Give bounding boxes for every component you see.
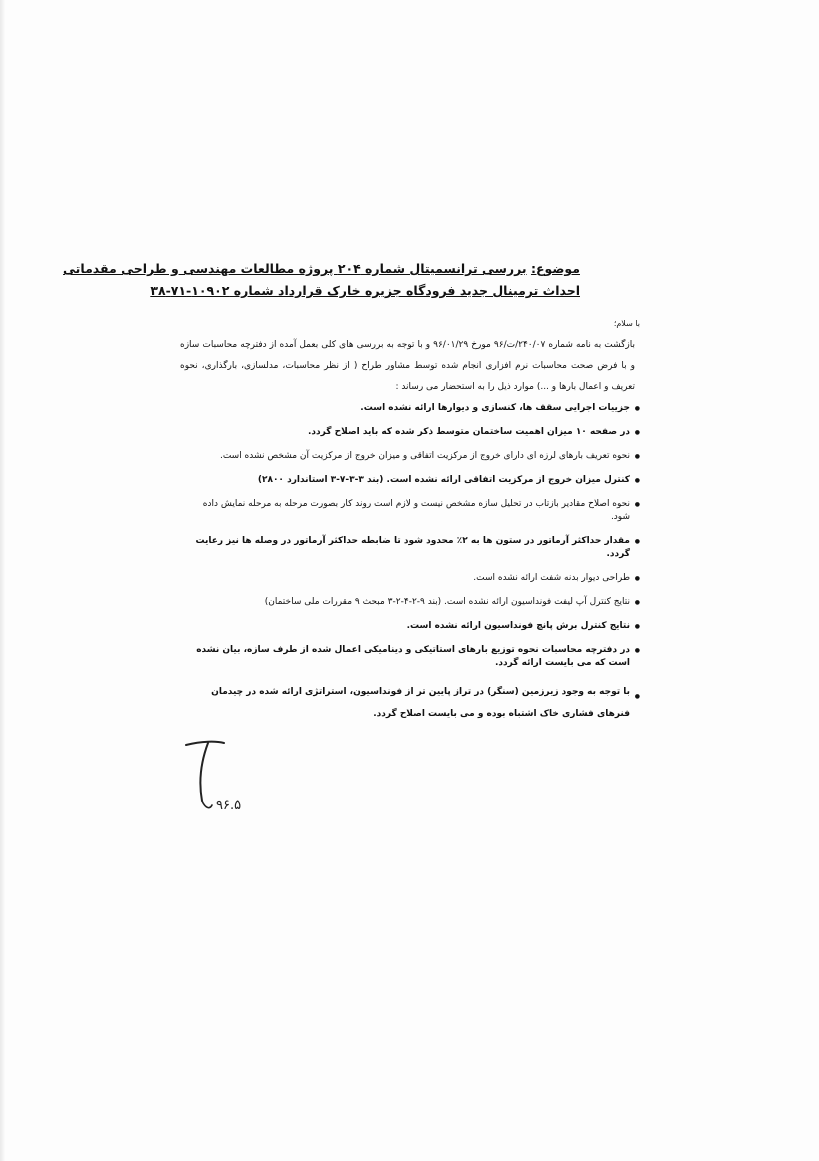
signature-note: ۹۶.۵ — [216, 798, 242, 813]
list-item: ● در دفترچه محاسبات نحوه توزیع بارهای استاتیکی و دینامیکی اعمال شده از طرف سازه، بیان نشده است که می بایست ارائه گردد. — [190, 644, 640, 670]
list-item: ● نحوه اصلاح مقادیر بازتاب در تحلیل سازه مشخص نیست و لازم است روند کار بصورت مرحله به مرحله نمایش داده شود. — [190, 498, 640, 524]
scan-edge-shadow — [0, 0, 6, 1161]
list-item: ● نتایج کنترل برش پانچ فونداسیون ارائه نشده است. — [190, 620, 640, 633]
subject-text-line-1: بررسی ترانسمیتال شماره ۲۰۴ پروژه مطالعات مهندسی و طراحی مقدماتی — [63, 261, 527, 276]
list-item: ● در صفحه ۱۰ میزان اهمیت ساختمان متوسط ذکر شده که باید اصلاح گردد. — [190, 426, 640, 439]
salutation: با سلام؛ — [613, 319, 640, 328]
list-item: ● با توجه به وجود زیرزمین (سنگر) در تراز پایین تر از فونداسیون، استراتژی ارائه شده در چیدمان فنرهای فشاری خاک اشتباه بوده و می بایست اصلاح گردد. — [190, 681, 640, 725]
list-item: ● کنترل میزان خروج از مرکزیت اتفاقی ارائه نشده است. (بند ۳-۳-۷-۳ استاندارد ۲۸۰۰) — [190, 474, 640, 487]
list-item: ● نتایج کنترل آپ لیفت فونداسیون ارائه نشده است. (بند ۹-۲-۴-۲-۳ مبحث ۹ مقررات ملی ساختمان) — [190, 596, 640, 609]
review-items-list — [190, 402, 640, 725]
intro-paragraph: بازگشت به نامه شماره ۲۴۰/۰۷/ت/۹۶ مورخ ۹۶/۰۱/۲۹ و با توجه به بررسی های کلی بعمل آمده از دفترچه محاسبات سازه و با فرض صحت محاسبات نرم افزاری انجام شده توسط مشاور طراح ( از نظر محاسبات، مدلسازی، بارگذاری، نحوه تعریف و اعمال بارها و ...) موارد ذیل را به استحضار می رساند : — [180, 340, 635, 392]
list-item: ● مقدار حداکثر آرماتور در ستون ها به ۲٪ محدود شود تا ضابطه حداکثر آرماتور در وصله ها نیز رعایت گردد. — [190, 535, 640, 561]
handwritten-signature — [180, 735, 260, 815]
list-item: ● جزییات اجرایی سقف ها، کنسازی و دیوارها ارائه نشده است. — [190, 402, 640, 415]
letter-subject — [63, 258, 580, 302]
list-item: ● نحوه تعریف بارهای لرزه ای دارای خروج از مرکزیت اتفاقی و میزان خروج از مرکزیت آن مشخص نشده است. — [190, 450, 640, 463]
subject-line-1 — [63, 258, 580, 280]
subject-text-line-2: احداث ترمینال جدید فرودگاه جزیره خارک قرارداد شماره ۱۰۹۰۲-۷۱-۳۸ — [150, 283, 580, 298]
subject-line-2 — [150, 280, 580, 302]
list-item: ● طراحی دیوار بدنه شفت ارائه نشده است. — [190, 572, 640, 585]
subject-label: موضوع: — [530, 261, 580, 276]
